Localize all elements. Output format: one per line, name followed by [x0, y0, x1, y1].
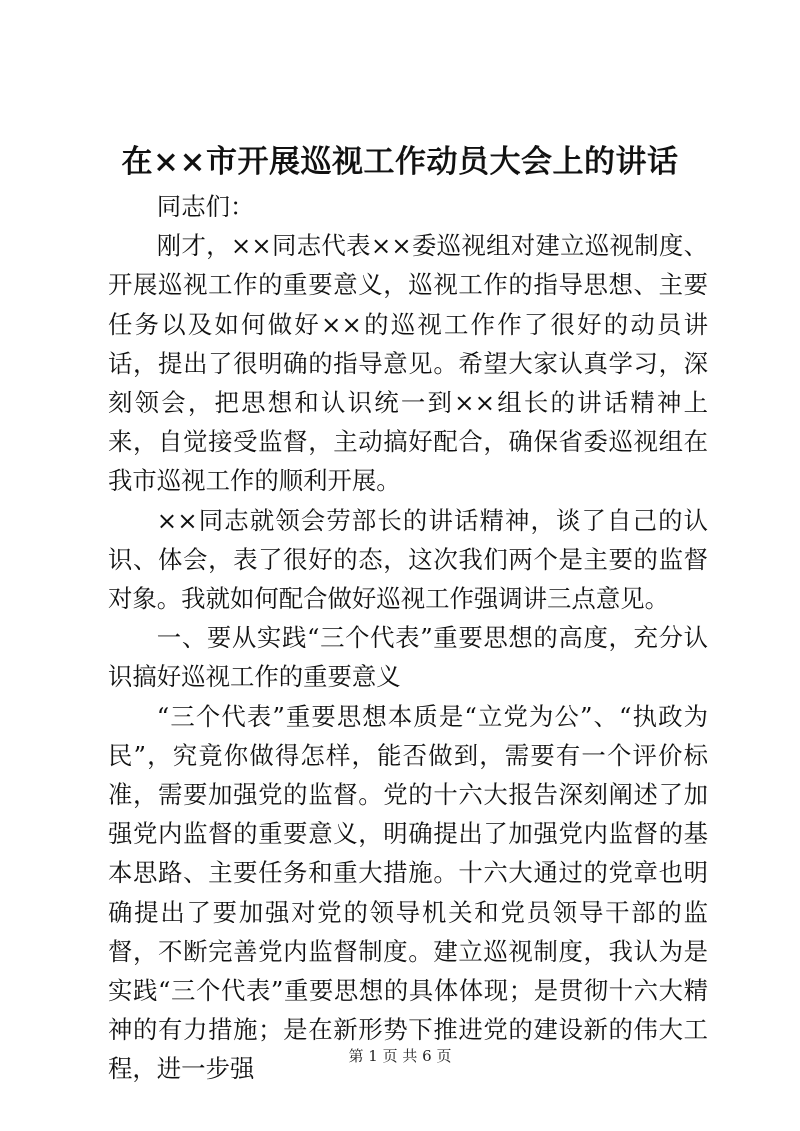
document-body [108, 187, 708, 1089]
body-paragraph: “三个代表”重要思想本质是“立党为公”、“执政为民”，究竟你做得怎样，能否做到，需要有一个评价标准，需要加强党的监督。党的十六大报告深刻阐述了加强党内监督的重要意义，明确提出了加强党内监督的基本思路、主要任务和重大措施。十六大通过的党章也明确提出了要加强对党的领导机关和党员领导干部的监督，不断完善党内监督制度。建立巡视制度，我认为是实践“三个代表”重要思想的具体体现；是贯彻十六大精神的有力措施；是在新形势下推进党的建设新的伟大工程，进一步强 [108, 701, 708, 1084]
document-title: 在××市开展巡视工作动员大会上的讲话 [121, 144, 679, 180]
body-paragraph: 刚才，××同志代表××委巡视组对建立巡视制度、开展巡视工作的重要意义，巡视工作的指导思想、主要任务以及如何做好××的巡视工作作了很好的动员讲话，提出了很明确的指导意见。希望大家认真学习，深刻领会，把思想和认识统一到××组长的讲话精神上来，自觉接受监督，主动搞好配合，确保省委巡视组在我市巡视工作的顺利开展。 [108, 231, 708, 496]
salutation-paragraph: 同志们： [156, 192, 255, 221]
section-heading-paragraph: 一、要从实践“三个代表”重要思想的高度，充分认识搞好巡视工作的重要意义 [108, 623, 708, 692]
page-footer: 第 1 页 共 6 页 [348, 1047, 452, 1065]
body-paragraph: ××同志就领会劳部长的讲话精神，谈了自己的认识、体会，表了很好的态，这次我们两个是主要的监督对象。我就如何配合做好巡视工作强调讲三点意见。 [108, 505, 708, 614]
